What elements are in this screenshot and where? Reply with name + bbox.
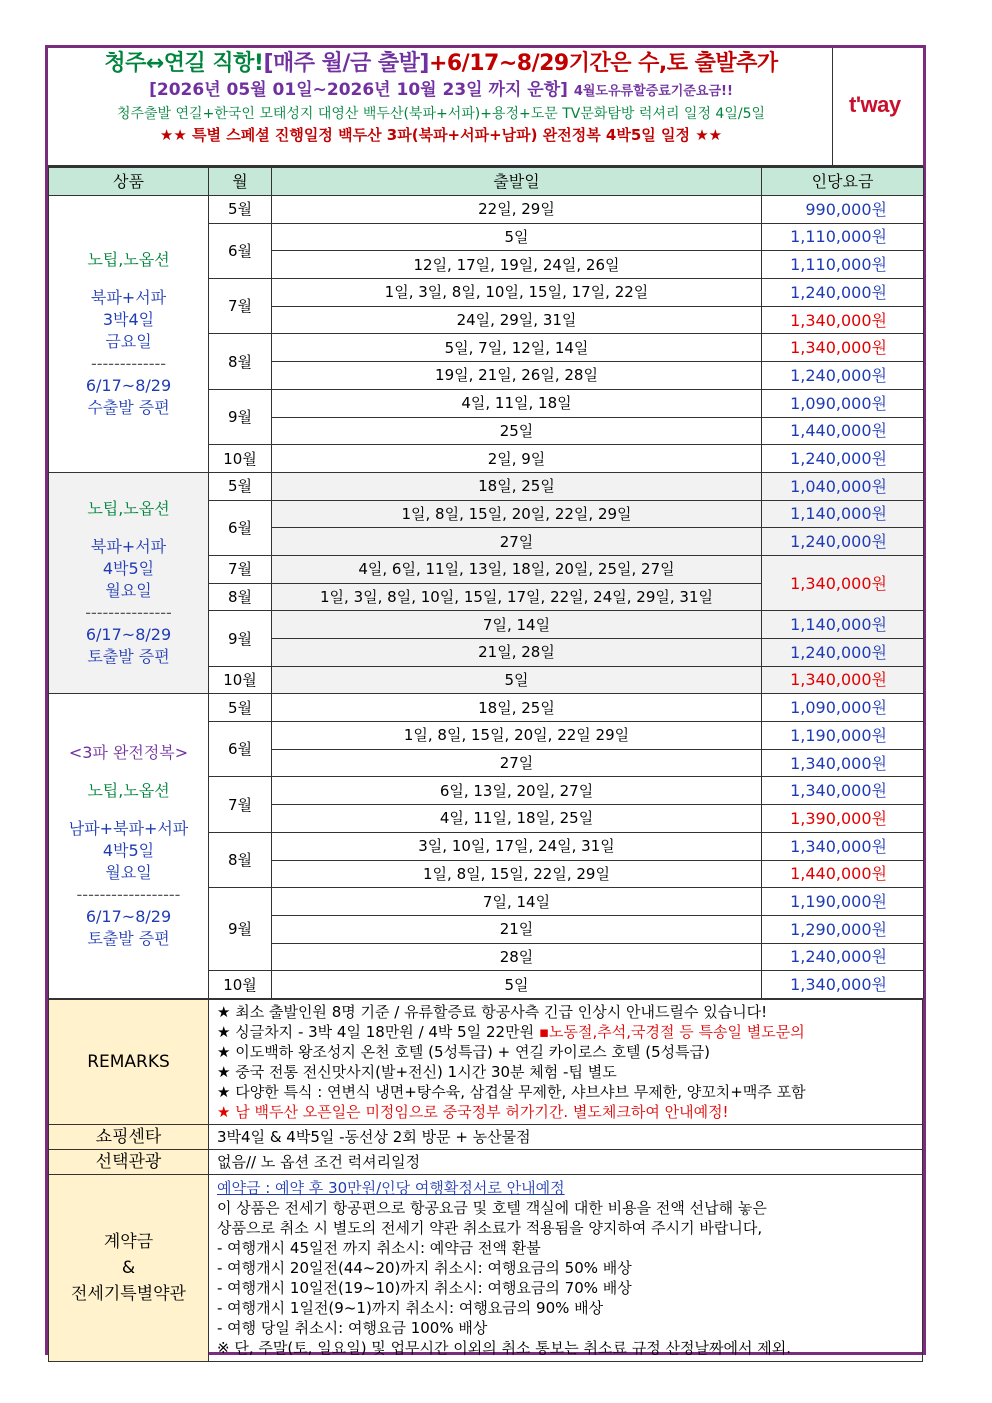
remark-holiday: ▪노동절,추석,국경절 등 특송일 별도문의	[538, 1022, 805, 1041]
product-line: 노팁,노옵션	[87, 249, 170, 269]
tour-price-sheet	[45, 45, 926, 1355]
dates-cell: 3일, 10일, 17일, 24일, 31일	[272, 832, 762, 860]
remarks-body	[209, 999, 923, 1124]
terms-label-3: 전세기특별약관	[71, 1283, 186, 1304]
terms-line: - 여행개시 10일전(19~10)까지 취소시: 여행요금의 70% 배상	[217, 1278, 632, 1297]
price-cell: 1,440,000원	[762, 417, 924, 445]
month-cell: 9월	[209, 888, 272, 971]
col-month: 월	[209, 168, 272, 196]
terms-line: - 여행개시 1일전(9~1)까지 취소시: 여행요금의 90% 배상	[217, 1298, 604, 1317]
optional-row	[49, 1149, 923, 1174]
dates-cell: 5일	[272, 971, 762, 999]
price-cell: 1,040,000원	[762, 472, 924, 500]
dates-cell: 22일, 29일	[272, 196, 762, 224]
col-dates: 출발일	[272, 168, 762, 196]
terms-line: - 여행 당일 취소시: 여행요금 100% 배상	[217, 1318, 488, 1337]
dates-cell: 21일, 28일	[272, 639, 762, 667]
product-line: 6/17~8/29	[85, 375, 172, 395]
month-cell: 7월	[209, 279, 272, 334]
header-days: [매주 월/금 출발]	[263, 51, 429, 76]
product-line	[49, 802, 208, 818]
month-cell: 6월	[209, 722, 272, 777]
product-line: <3파 완전정복>	[68, 743, 189, 763]
dates-cell: 21일	[272, 915, 762, 943]
product-line: 토출발 증편	[87, 929, 170, 949]
dates-cell: 6일, 13일, 20일, 27일	[272, 777, 762, 805]
price-cell: 1,190,000원	[762, 722, 924, 750]
price-cell: 1,110,000원	[762, 223, 924, 251]
dates-cell: 18일, 25일	[272, 694, 762, 722]
product-line: 노팁,노옵션	[87, 499, 170, 519]
price-cell: 1,340,000원	[762, 832, 924, 860]
dates-cell: 4일, 11일, 18일	[272, 389, 762, 417]
month-cell: 7월	[209, 777, 272, 832]
shopping-row	[49, 1124, 923, 1149]
dates-cell: 7일, 14일	[272, 611, 762, 639]
optional-label: 선택관광	[49, 1149, 209, 1174]
month-cell: 10월	[209, 666, 272, 694]
dates-cell: 4일, 6일, 11일, 13일, 18일, 20일, 25일, 27일	[272, 555, 762, 583]
header	[48, 48, 923, 167]
price-cell: 1,340,000원	[762, 749, 924, 777]
col-product: 상품	[49, 168, 209, 196]
dates-cell: 2일, 9일	[272, 445, 762, 473]
price-cell: 1,190,000원	[762, 888, 924, 916]
price-cell: 1,240,000원	[762, 279, 924, 307]
dates-cell: 27일	[272, 749, 762, 777]
product-line: 월요일	[105, 863, 152, 883]
remark-line: ★ 중국 전통 전신맛사지(발+전신) 1시간 30분 체험 -팁 별도	[217, 1062, 617, 1081]
dates-cell: 24일, 29일, 31일	[272, 306, 762, 334]
product-line: ------------------	[76, 885, 181, 905]
product-line	[49, 271, 208, 287]
terms-row	[49, 1174, 923, 1361]
product-line	[49, 520, 208, 536]
optional-text: 없음// 노 옵션 조건 럭셔리일정	[209, 1149, 923, 1174]
price-cell: 1,440,000원	[762, 860, 924, 888]
price-cell: 1,240,000원	[762, 639, 924, 667]
month-cell: 8월	[209, 583, 272, 611]
month-cell: 9월	[209, 611, 272, 666]
terms-line: 상품으로 취소 시 별도의 전세기 약관 취소료가 적용됨을 양지하여 주시기 바랍니다,	[217, 1218, 763, 1237]
price-cell: 1,240,000원	[762, 362, 924, 390]
terms-deposit: 예약금 : 예약 후 30만원/인당 여행확정서로 안내예정	[217, 1178, 565, 1197]
table-row	[49, 196, 924, 224]
price-cell: 1,140,000원	[762, 611, 924, 639]
terms-line: - 여행개시 20일전(44~20)까지 취소시: 여행요금의 50% 배상	[217, 1258, 632, 1277]
header-line-3: 청주출발 연길+한국인 모태성지 대영산 백두산(북파+서파)+용정+도문 TV문화탐방 럭셔리 일정 4일/5일	[116, 106, 766, 122]
table-row	[49, 694, 924, 722]
price-cell: 1,090,000원	[762, 389, 924, 417]
dates-cell: 7일, 14일	[272, 888, 762, 916]
month-cell: 7월	[209, 555, 272, 583]
price-cell: 1,240,000원	[762, 943, 924, 971]
terms-label-1: 계약금	[103, 1231, 154, 1252]
month-cell: 8월	[209, 334, 272, 389]
terms-line: - 여행개시 45일전 까지 취소시: 예약금 전액 환불	[217, 1238, 541, 1257]
price-cell: 1,340,000원	[762, 306, 924, 334]
remark-line: ★ 이도백하 왕조성지 온천 호텔 (5성특급) + 연길 카이로스 호텔 (5성특급)	[217, 1042, 710, 1061]
price-cell: 1,110,000원	[762, 251, 924, 279]
dates-cell: 1일, 8일, 15일, 20일, 22일, 29일	[272, 500, 762, 528]
product-line: 6/17~8/29	[85, 907, 172, 927]
header-extra: +6/17~8/29기간은 수,토 출발추가	[428, 51, 778, 76]
table-header-row	[49, 168, 924, 196]
product-line: 3박4일	[102, 309, 155, 329]
shopping-label: 쇼핑센타	[49, 1124, 209, 1149]
product-cell	[49, 694, 209, 999]
month-cell: 10월	[209, 445, 272, 473]
header-period: [2026년 05월 01일~2026년 10월 23일 까지 운항]	[149, 80, 568, 100]
product-cell	[49, 196, 209, 473]
product-line: 토출발 증편	[87, 647, 170, 667]
month-cell: 6월	[209, 223, 272, 278]
dates-cell: 25일	[272, 417, 762, 445]
dates-cell: 5일	[272, 223, 762, 251]
price-cell: 990,000원	[762, 196, 924, 224]
month-cell: 5월	[209, 472, 272, 500]
product-line: 수출발 증편	[87, 397, 170, 417]
info-table	[48, 999, 923, 1362]
terms-line: 이 상품은 전세기 항공편으로 항공요금 및 호텔 객실에 대한 비용을 전액 선납해 놓은	[217, 1198, 767, 1217]
remark-line: ★ 최소 출발인원 8명 기준 / 유류할증료 항공사측 긴급 인상시 안내드릴수 있습니다!	[217, 1002, 768, 1021]
shopping-text: 3박4일 & 4박5일 -동선상 2회 방문 + 농산물점	[209, 1124, 923, 1149]
price-cell: 1,390,000원	[762, 805, 924, 833]
remarks-label: REMARKS	[49, 999, 209, 1124]
dates-cell: 1일, 3일, 8일, 10일, 15일, 17일, 22일	[272, 279, 762, 307]
product-line: 4박5일	[102, 841, 155, 861]
product-line: 4박5일	[102, 559, 155, 579]
product-line: 6/17~8/29	[85, 625, 172, 645]
remark-line: ★ 다양한 특식 : 연변식 냉면+탕수육, 삼겹살 무제한, 샤브샤브 무제한, 양꼬치+맥주 포함	[217, 1082, 806, 1101]
month-cell: 8월	[209, 832, 272, 887]
remark-single: ★ 싱글차지 - 3박 4일 18만원 / 4박 5일 22만원	[217, 1022, 535, 1041]
product-line: -------------	[90, 353, 167, 373]
month-cell: 5월	[209, 694, 272, 722]
month-cell: 10월	[209, 971, 272, 999]
remark-line	[217, 1022, 922, 1042]
product-line: 남파+북파+서파	[68, 819, 189, 839]
dates-cell: 4일, 11일, 18일, 25일	[272, 805, 762, 833]
dates-cell: 1일, 3일, 8일, 10일, 15일, 17일, 22일, 24일, 29일, 31일	[272, 583, 762, 611]
month-cell: 9월	[209, 389, 272, 444]
table-body	[49, 196, 924, 999]
header-fuel-note: 4월도유류할증료기준요금!!	[573, 84, 733, 99]
terms-body	[209, 1174, 923, 1361]
terms-label	[49, 1174, 209, 1361]
price-cell: 1,340,000원	[762, 777, 924, 805]
terms-line: ※ 단, 주말(토, 일요일) 및 업무시간 이외의 취소 통보는 취소료 규정 산정날짜에서 제외.	[217, 1338, 791, 1357]
product-line: 금요일	[105, 331, 152, 351]
price-cell: 1,240,000원	[762, 528, 924, 556]
price-cell: 1,240,000원	[762, 445, 924, 473]
header-text	[48, 50, 834, 146]
price-cell: 1,340,000원	[762, 334, 924, 362]
table-row	[49, 472, 924, 500]
price-cell: 1,340,000원	[762, 666, 924, 694]
product-line	[49, 764, 208, 780]
dates-cell: 5일	[272, 666, 762, 694]
header-line-4: ★★ 특별 스페셜 진행일정 백두산 3파(북파+서파+남파) 완전정복 4박5일 일정 ★★	[159, 126, 723, 144]
remarks-row	[49, 999, 923, 1124]
product-line: 북파+서파	[90, 287, 167, 307]
header-line-1	[48, 50, 834, 78]
remark-line: ★ 남 백두산 오픈일은 미정임으로 중국정부 허가기간. 별도체크하여 안내예정!	[217, 1102, 729, 1121]
terms-label-2: &	[121, 1257, 136, 1278]
logo-box	[832, 48, 923, 165]
dates-cell: 19일, 21일, 26일, 28일	[272, 362, 762, 390]
price-cell: 1,090,000원	[762, 694, 924, 722]
product-line: 노팁,노옵션	[87, 781, 170, 801]
col-price: 인당요금	[762, 168, 924, 196]
header-route: 청주↔연길 직항!	[104, 51, 264, 76]
dates-cell: 28일	[272, 943, 762, 971]
dates-cell: 18일, 25일	[272, 472, 762, 500]
price-cell: 1,340,000원	[762, 971, 924, 999]
tway-logo: t'way	[849, 92, 901, 117]
header-line-2	[48, 78, 834, 104]
dates-cell: 12일, 17일, 19일, 24일, 26일	[272, 251, 762, 279]
product-line: 북파+서파	[90, 537, 167, 557]
product-cell	[49, 472, 209, 694]
price-cell: 1,290,000원	[762, 915, 924, 943]
price-cell: 1,140,000원	[762, 500, 924, 528]
dates-cell: 5일, 7일, 12일, 14일	[272, 334, 762, 362]
dates-cell: 1일, 8일, 15일, 22일, 29일	[272, 860, 762, 888]
price-table	[48, 167, 924, 999]
dates-cell: 1일, 8일, 15일, 20일, 22일 29일	[272, 722, 762, 750]
product-line: ---------------	[85, 603, 172, 623]
dates-cell: 27일	[272, 528, 762, 556]
product-line: 월요일	[105, 581, 152, 601]
price-cell: 1,340,000원	[762, 555, 924, 610]
month-cell: 5월	[209, 196, 272, 224]
month-cell: 6월	[209, 500, 272, 555]
